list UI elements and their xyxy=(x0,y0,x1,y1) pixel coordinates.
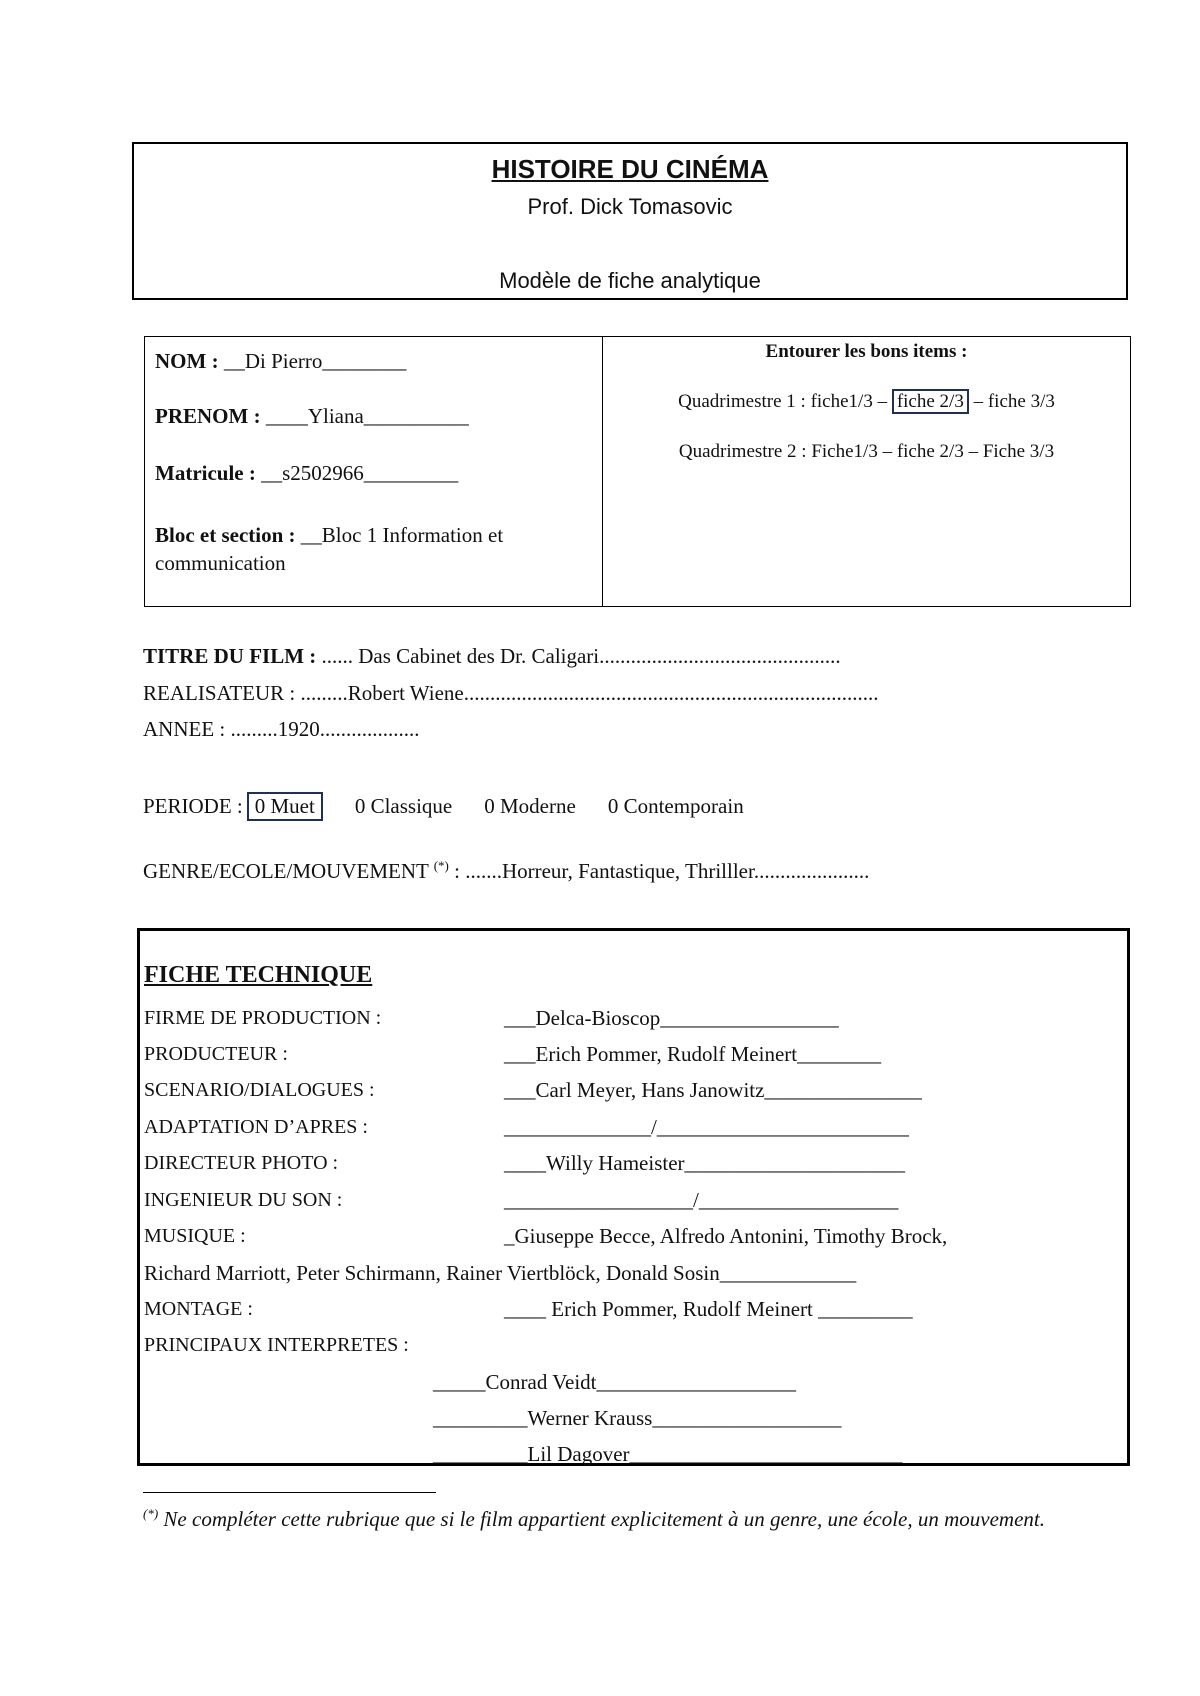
tech-label-main-actors: PRINCIPAUX INTERPRETES : xyxy=(144,1334,409,1356)
bloc-label: Bloc et section : xyxy=(155,523,296,547)
tech-value-production-company[interactable]: ___Delca-Bioscop_________________ xyxy=(504,1006,839,1030)
film-genre-label: GENRE/ECOLE/MOUVEMENT xyxy=(143,859,429,883)
film-title-label: TITRE DU FILM : xyxy=(143,644,317,668)
tech-value-music-continuation[interactable]: Richard Marriott, Peter Schirmann, Rainer Viertblöck, Donald Sosin_____________ xyxy=(144,1261,857,1285)
technical-sheet-heading: FICHE TECHNIQUE xyxy=(144,962,373,988)
prenom-field xyxy=(155,404,469,429)
film-genre-value[interactable]: : .......Horreur, Fantastique, Thrilller...................... xyxy=(454,859,870,883)
film-director-line xyxy=(143,681,878,706)
bloc-section-field xyxy=(155,521,575,577)
film-director-label: REALISATEUR : xyxy=(143,681,296,705)
tech-label-producer: PRODUCTEUR : xyxy=(144,1043,288,1065)
film-year-label: ANNEE : xyxy=(143,717,226,741)
matricule-label: Matricule : xyxy=(155,461,256,485)
tech-label-production-company: FIRME DE PRODUCTION : xyxy=(144,1007,382,1029)
tech-value-music[interactable]: _Giuseppe Becce, Alfredo Antonini, Timothy Brock, xyxy=(504,1224,948,1248)
tech-value-cinematographer[interactable]: ____Willy Hameister_____________________ xyxy=(504,1151,906,1175)
tech-label-screenplay: SCENARIO/DIALOGUES : xyxy=(144,1079,375,1101)
period-option-moderne[interactable]: 0 Moderne xyxy=(484,794,576,818)
tech-value-adaptation[interactable]: ______________/________________________ xyxy=(504,1115,909,1139)
film-genre-line xyxy=(143,858,869,884)
bloc-value[interactable]: __Bloc 1 Information et communication xyxy=(155,523,504,575)
tech-label-editing: MONTAGE : xyxy=(144,1298,253,1320)
nom-field xyxy=(155,349,406,374)
film-period-line xyxy=(143,792,744,821)
film-period-label: PERIODE : xyxy=(143,794,243,818)
tech-label-cinematographer: DIRECTEUR PHOTO : xyxy=(144,1152,339,1174)
period-option-muet[interactable]: 0 Muet xyxy=(247,792,323,821)
film-year-value[interactable]: .........1920................... xyxy=(230,717,420,741)
nom-value[interactable]: __Di Pierro________ xyxy=(223,349,407,373)
actor-line[interactable]: _____Conrad Veidt___________________ xyxy=(433,1370,797,1394)
professor-name: Prof. Dick Tomasovic xyxy=(527,194,733,219)
period-option-classique[interactable]: 0 Classique xyxy=(354,794,453,818)
circle-items-title: Entourer les bons items : xyxy=(765,341,968,362)
actor-line[interactable]: _________Werner Krauss__________________ xyxy=(433,1406,842,1430)
tech-value-editing[interactable]: ____ Erich Pommer, Rudolf Meinert _________ xyxy=(504,1297,913,1321)
tech-value-sound-engineer[interactable]: __________________/___________________ xyxy=(504,1188,899,1212)
film-title-value[interactable]: ...... Das Cabinet des Dr. Caligari.............................................. xyxy=(321,644,841,668)
technical-sheet-box xyxy=(137,928,1130,1466)
genre-footnote-mark: (*) xyxy=(433,858,449,873)
circle-items-panel xyxy=(603,337,1130,606)
footnote-separator xyxy=(143,1492,436,1493)
film-director-value[interactable]: .........Robert Wiene............................................................................... xyxy=(300,681,879,705)
tech-label-music: MUSIQUE : xyxy=(144,1225,246,1247)
film-title-line xyxy=(143,644,841,669)
prenom-label: PRENOM : xyxy=(155,404,261,428)
tech-label-adaptation: ADAPTATION D’APRES : xyxy=(144,1116,368,1138)
student-fields xyxy=(145,337,603,606)
quad1-suffix[interactable]: – fiche 3/3 xyxy=(973,391,1055,412)
quad1-prefix[interactable]: Quadrimestre 1 : fiche1/3 – xyxy=(678,391,888,412)
footnote-mark: (*) xyxy=(143,1506,159,1521)
matricule-value[interactable]: __s2502966_________ xyxy=(261,461,459,485)
footnote xyxy=(143,1500,1063,1533)
footnote-text: Ne compléter cette rubrique que si le film appartient explicitement à un genre, une école, un mouvement. xyxy=(158,1507,1045,1531)
prenom-value[interactable]: ____Yliana__________ xyxy=(265,404,469,428)
nom-label: NOM : xyxy=(155,349,219,373)
quad1-selected-item[interactable]: fiche 2/3 xyxy=(892,389,969,414)
period-option-contemporain[interactable]: 0 Contemporain xyxy=(607,794,744,818)
matricule-field xyxy=(155,461,458,486)
student-info-table xyxy=(144,336,1131,607)
form-subtitle: Modèle de fiche analytique xyxy=(499,268,761,293)
tech-value-producer[interactable]: ___Erich Pommer, Rudolf Meinert________ xyxy=(504,1042,882,1066)
document-title: HISTOIRE DU CINÉMA xyxy=(491,154,769,184)
tech-label-sound-engineer: INGENIEUR DU SON : xyxy=(144,1189,343,1211)
actor-line[interactable]: _________Lil Dagover__________________________ xyxy=(433,1442,903,1466)
header-box xyxy=(132,142,1128,300)
tech-value-screenplay[interactable]: ___Carl Meyer, Hans Janowitz_______________ xyxy=(504,1078,922,1102)
quadrimestre-2-line[interactable]: Quadrimestre 2 : Fiche1/3 – fiche 2/3 – Fiche 3/3 xyxy=(678,441,1055,462)
film-year-line xyxy=(143,717,420,742)
quadrimestre-1-line xyxy=(603,391,1130,413)
